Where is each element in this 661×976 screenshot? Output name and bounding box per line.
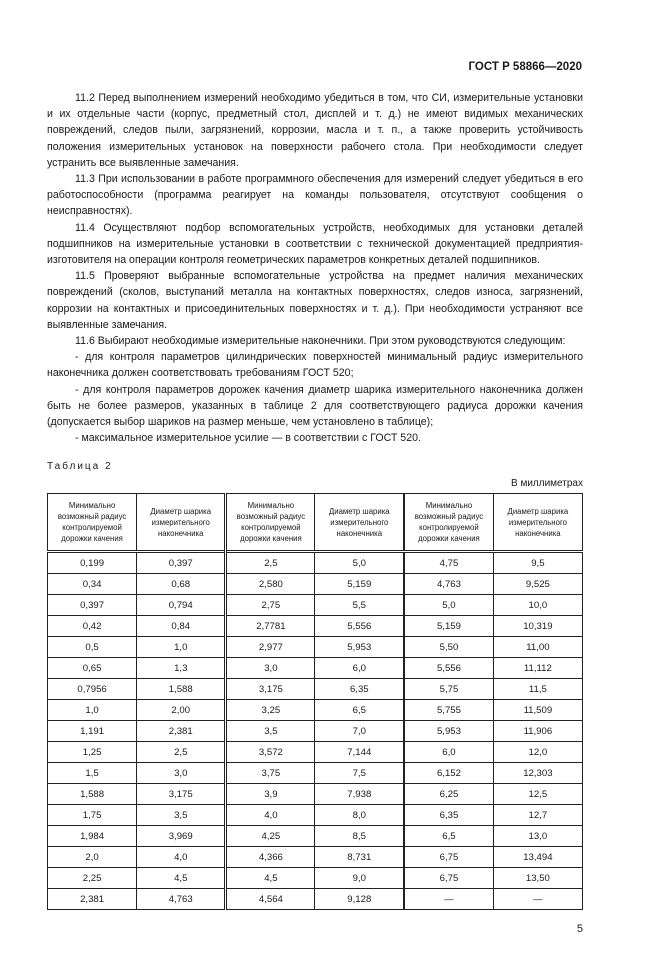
table-cell: 4,25	[226, 826, 315, 847]
table-cell: 0,7956	[48, 679, 137, 700]
table-cell: 5,159	[404, 616, 493, 637]
table-cell: 0,84	[137, 616, 226, 637]
paragraph: - для контроля параметров дорожек качения диаметр шарика измерительного наконечника должен быть не более размеров, указанных в таблице 2 для соответствующего радиуса дорожки качения (допускается выбор шариков на размер меньше, чем установлено в таблице);	[47, 383, 583, 429]
table-cell: 9,128	[315, 889, 404, 910]
table-cell: 8,5	[315, 826, 404, 847]
table-cell: 2,7781	[226, 616, 315, 637]
table-row	[48, 700, 583, 721]
table-row	[48, 847, 583, 868]
table-cell: 1,75	[48, 805, 137, 826]
table-cell: 10,319	[493, 616, 582, 637]
ball-diameter-table	[47, 493, 583, 910]
table-cell: 3,5	[226, 721, 315, 742]
table-cell: 0,5	[48, 637, 137, 658]
paragraph: 11.6 Выбирают необходимые измерительные наконечники. При этом руководствуются следующим:	[75, 335, 566, 348]
paragraph: 11.4 Осуществляют подбор вспомогательных устройств, необходимых для установки деталей подшипников на измерительные установки в соответствии с технической документацией предприятия-изготовителя на операции контроля геометрических параметров конкретных деталей подшипников.	[47, 221, 583, 267]
table-cell: 2,00	[137, 700, 226, 721]
table-cell: 3,25	[226, 700, 315, 721]
paragraph: - для контроля параметров цилиндрических поверхностей минимальный радиус измерительного наконечника должен соответствовать требованиям ГОСТ 520;	[47, 351, 583, 380]
table-cell: 6,25	[404, 784, 493, 805]
table-cell: 7,938	[315, 784, 404, 805]
table-row	[48, 679, 583, 700]
table-row	[48, 721, 583, 742]
table-cell: 2,5	[137, 742, 226, 763]
table-cell: 6,35	[315, 679, 404, 700]
table-cell: 13,494	[493, 847, 582, 868]
table-cell: 11,509	[493, 700, 582, 721]
table-cell: 1,0	[48, 700, 137, 721]
table-cell: 0,42	[48, 616, 137, 637]
table-row	[48, 763, 583, 784]
table-row	[48, 616, 583, 637]
table-cell: 0,68	[137, 574, 226, 595]
table-cell: 3,175	[137, 784, 226, 805]
table-cell: 1,3	[137, 658, 226, 679]
table-cell: 0,199	[48, 552, 137, 574]
table-row	[48, 805, 583, 826]
table-cell: 5,556	[404, 658, 493, 679]
table-cell: 2,381	[137, 721, 226, 742]
table-cell: 5,5	[315, 595, 404, 616]
table-cell: 6,75	[404, 847, 493, 868]
table-cell: 5,953	[315, 637, 404, 658]
table-cell: 0,397	[48, 595, 137, 616]
table-caption: Таблица 2	[47, 461, 113, 473]
page-content	[47, 0, 583, 976]
page-number: 5	[576, 923, 583, 936]
table-cell: 7,5	[315, 763, 404, 784]
table-cell: 3,175	[226, 679, 315, 700]
table-cell: 6,152	[404, 763, 493, 784]
column-header: Диаметр шарика измерительного наконечника	[493, 494, 582, 552]
table-cell: 5,75	[404, 679, 493, 700]
table-cell: 4,0	[226, 805, 315, 826]
paragraph: 11.3 При использовании в работе программного обеспечения для измерений следует убедиться в его работоспособности (программа реагирует на команды пользователя, отсутствуют сообщения о неисправностях).	[47, 173, 583, 218]
table-cell: 8,731	[315, 847, 404, 868]
table-cell: 5,755	[404, 700, 493, 721]
table-cell: 12,7	[493, 805, 582, 826]
table-cell: 2,75	[226, 595, 315, 616]
table-cell: 11,906	[493, 721, 582, 742]
table-cell: 7,144	[315, 742, 404, 763]
table-row	[48, 784, 583, 805]
table-cell: 4,366	[226, 847, 315, 868]
table-cell: 5,159	[315, 574, 404, 595]
paragraph: 11.5 Проверяют выбранные вспомогательные устройства на предмет наличия механических повреждений (сколов, выступаний металла на контактных поверхностях, следов износа, загрязнений, коррозии на контактных и присоединительных поверхностях и т. д.). При необходимости устраняют все выявленные замечания.	[47, 270, 583, 331]
table-cell: 1,588	[48, 784, 137, 805]
table-cell: 3,9	[226, 784, 315, 805]
table-cell: —	[493, 889, 582, 910]
table-cell: 2,580	[226, 574, 315, 595]
table-cell: 12,0	[493, 742, 582, 763]
table-cell: 10,0	[493, 595, 582, 616]
body-text	[47, 90, 583, 446]
table-cell: 2,5	[226, 552, 315, 574]
table-cell: 5,0	[315, 552, 404, 574]
table-cell: 13,50	[493, 868, 582, 889]
table-cell: 1,5	[48, 763, 137, 784]
table-cell: 4,75	[404, 552, 493, 574]
table-cell: 6,35	[404, 805, 493, 826]
table-cell: 1,25	[48, 742, 137, 763]
column-header: Диаметр шарика измерительного наконечника	[137, 494, 226, 552]
table-row	[48, 826, 583, 847]
table-cell: 7,0	[315, 721, 404, 742]
table-units: В миллиметрах	[511, 478, 583, 490]
column-header: Минимально возможный радиус контролируемой дорожки качения	[226, 494, 315, 552]
table-cell: 5,50	[404, 637, 493, 658]
table-cell: 0,397	[137, 552, 226, 574]
table-cell: 2,25	[48, 868, 137, 889]
table-cell: 4,5	[226, 868, 315, 889]
table-cell: 6,75	[404, 868, 493, 889]
table-row	[48, 742, 583, 763]
table-row	[48, 637, 583, 658]
table-cell: 1,588	[137, 679, 226, 700]
table-cell: 12,5	[493, 784, 582, 805]
paragraph: - максимальное измерительное усилие — в соответствии с ГОСТ 520.	[75, 432, 421, 445]
table-cell: 3,572	[226, 742, 315, 763]
table-cell: 3,0	[137, 763, 226, 784]
table-row	[48, 868, 583, 889]
table-cell: 11,00	[493, 637, 582, 658]
column-header: Минимально возможный радиус контролируемой дорожки качения	[48, 494, 137, 552]
table-cell: 8,0	[315, 805, 404, 826]
table-row	[48, 595, 583, 616]
table-cell: 3,969	[137, 826, 226, 847]
table-cell: 4,763	[137, 889, 226, 910]
table-cell: 6,0	[404, 742, 493, 763]
column-header: Минимально возможный радиус контролируемой дорожки качения	[404, 494, 493, 552]
table-cell: 0,794	[137, 595, 226, 616]
table-cell: 0,65	[48, 658, 137, 679]
table-cell: —	[404, 889, 493, 910]
document-id: ГОСТ Р 58866—2020	[468, 61, 582, 73]
table-cell: 6,5	[404, 826, 493, 847]
table-cell: 1,984	[48, 826, 137, 847]
table-cell: 0,34	[48, 574, 137, 595]
table-cell: 4,5	[137, 868, 226, 889]
table-cell: 3,5	[137, 805, 226, 826]
table-cell: 4,0	[137, 847, 226, 868]
table-cell: 12,303	[493, 763, 582, 784]
table-cell: 6,5	[315, 700, 404, 721]
table-cell: 4,564	[226, 889, 315, 910]
table-cell: 4,763	[404, 574, 493, 595]
table-cell: 2,977	[226, 637, 315, 658]
table-row	[48, 889, 583, 910]
table-cell: 3,75	[226, 763, 315, 784]
table-row	[48, 552, 583, 574]
table-cell: 11,5	[493, 679, 582, 700]
table-cell: 1,191	[48, 721, 137, 742]
table-cell: 13,0	[493, 826, 582, 847]
paragraph: 11.2 Перед выполнением измерений необходимо убедиться в том, что СИ, измерительные установки и их отдельные части (корпус, предметный стол, дисплей и т. д.) не имеют видимых механических повреждений, следов пыли, загрязнений, коррозии, масла и т. п., а также проверить устойчивость положения измерительных установок на поверхности рабочего стола. При необходимости следует устранить все выявленные замечания.	[47, 92, 583, 169]
table-row	[48, 574, 583, 595]
column-header: Диаметр шарика измерительного наконечника	[315, 494, 404, 552]
table-header-row	[48, 494, 583, 552]
table-cell: 9,525	[493, 574, 582, 595]
table-cell: 2,0	[48, 847, 137, 868]
table-row	[48, 658, 583, 679]
table-cell: 6,0	[315, 658, 404, 679]
table-cell: 9,5	[493, 552, 582, 574]
table-cell: 5,0	[404, 595, 493, 616]
table-cell: 9,0	[315, 868, 404, 889]
table-cell: 5,556	[315, 616, 404, 637]
table-cell: 2,381	[48, 889, 137, 910]
table-cell: 11,112	[493, 658, 582, 679]
table-cell: 5,953	[404, 721, 493, 742]
table-cell: 3,0	[226, 658, 315, 679]
table-cell: 1,0	[137, 637, 226, 658]
